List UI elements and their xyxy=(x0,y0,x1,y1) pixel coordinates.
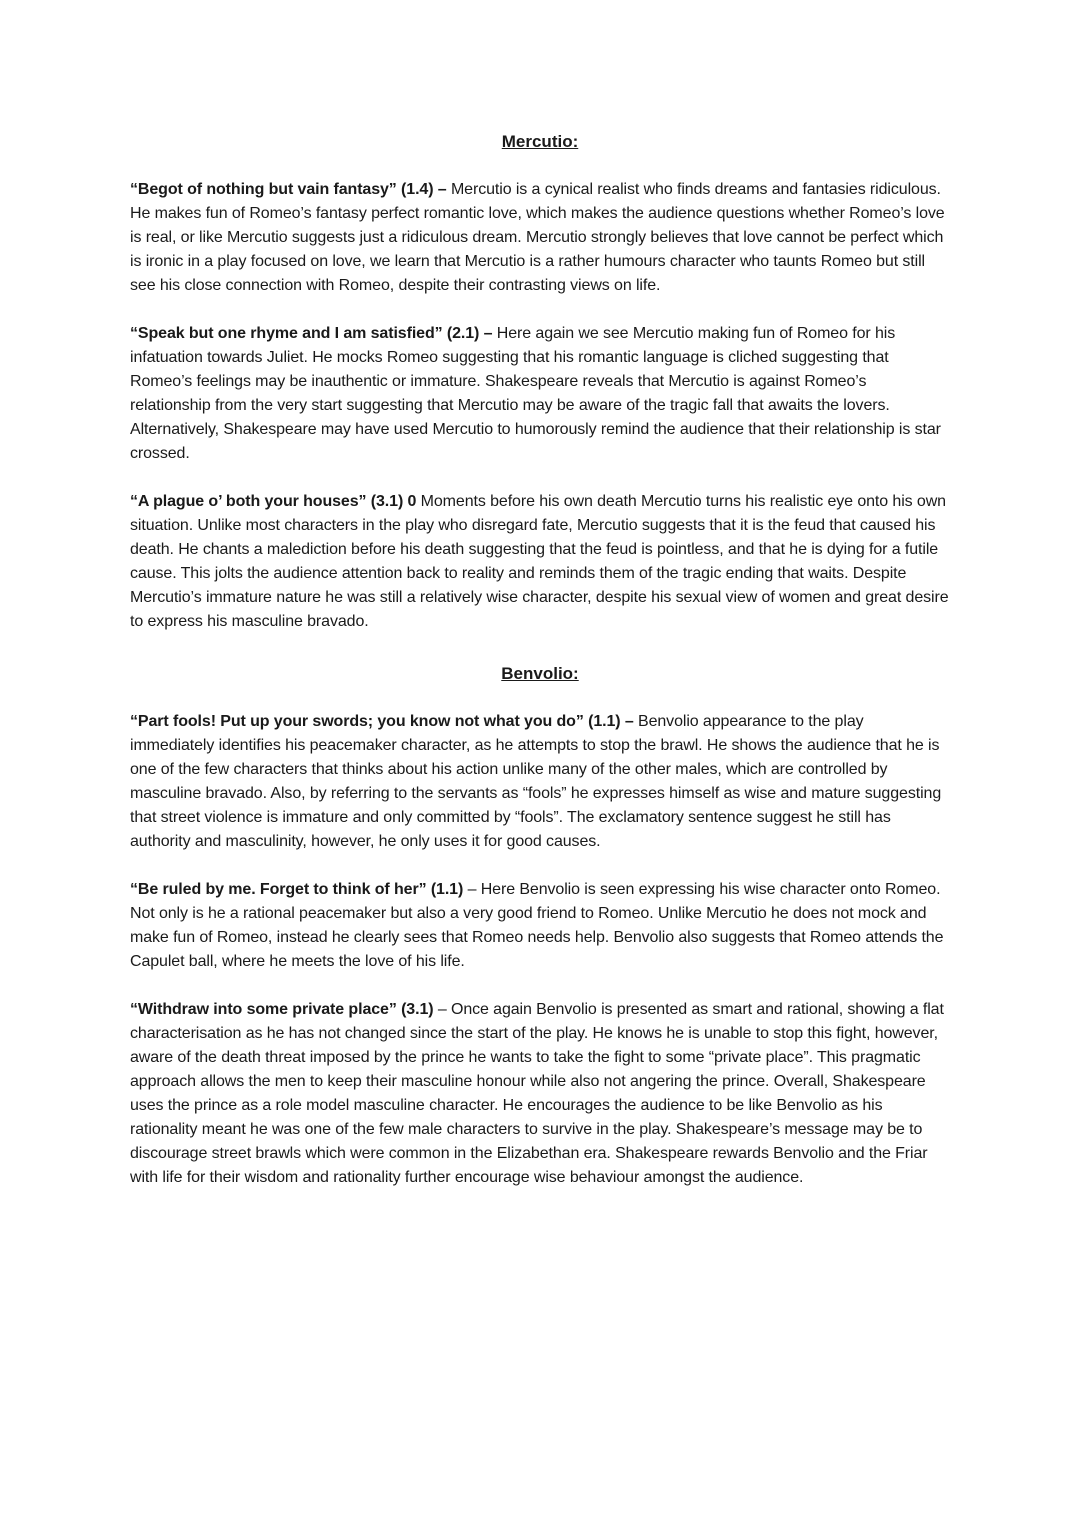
section-heading-benvolio: Benvolio: xyxy=(501,664,579,683)
quote-withdraw: “Withdraw into some private place” (3.1) xyxy=(130,1001,434,1018)
analysis-text: Mercutio is a cynical realist who finds dreams and fantasies ridiculous. He makes fun of Romeo’s fantasy perfect romantic love, which makes the audience questions whether Romeo’s love is real, or like Mercutio suggests just a ridiculous dream. Mercutio strongly believes that love cannot be perfect which is ironic in a play focused on love, we learn that Mercutio is a rather humours character who taunts Romeo but still see his close connection with Romeo, despite their contrasting views on life. xyxy=(130,181,945,294)
quote-begot-of-nothing: “Begot of nothing but vain fantasy” (1.4) – xyxy=(130,181,447,198)
analysis-text: Benvolio appearance to the play immediately identifies his peacemaker character, as he attempts to stop the brawl. He shows the audience that he is one of the few characters that thinks about his action unlike many of the other males, which are controlled by masculine bravado. Also, by referring to the servants as “fools” he expresses himself as wise and mature suggesting that street violence is immature and only committed by “fools”. The exclamatory sentence suggest he still has authority and masculinity, however, he only uses it for good causes. xyxy=(130,713,942,850)
paragraph-be-ruled-by-me xyxy=(130,878,950,974)
paragraph-withdraw xyxy=(130,998,950,1190)
section-heading-mercutio: Mercutio: xyxy=(501,132,579,151)
quote-a-plague: “A plague o’ both your houses” (3.1) 0 xyxy=(130,493,417,510)
quote-speak-but-one-rhyme: “Speak but one rhyme and I am satisfied” (2.1) – xyxy=(130,325,493,342)
paragraph-begot-of-nothing xyxy=(130,178,950,298)
analysis-text: – Here Benvolio is seen expressing his wise character onto Romeo. Not only is he a rational peacemaker but also a very good friend to Romeo. Unlike Mercutio he does not mock and make fun of Romeo, instead he clearly sees that Romeo needs help. Benvolio also suggests that Romeo attends the Capulet ball, where he meets the love of his life. xyxy=(130,881,944,970)
analysis-text: Moments before his own death Mercutio turns his realistic eye onto his own situation. Unlike most characters in the play who disregard fate, Mercutio suggests that it is the feud that caused his death. He chants a malediction before his death suggesting that the feud is pointless, and that he is dying for a futile cause. This jolts the audience attention back to reality and reminds them of the tragic ending that waits. Despite Mercutio’s immature nature he was still a relatively wise character, despite his sexual view of women and great desire to express his masculine bravado. xyxy=(130,493,949,630)
paragraph-part-fools xyxy=(130,710,950,854)
quote-be-ruled-by-me: “Be ruled by me. Forget to think of her” (1.1) xyxy=(130,881,464,898)
paragraph-a-plague xyxy=(130,490,950,634)
quote-part-fools: “Part fools! Put up your swords; you know not what you do” (1.1) – xyxy=(130,713,634,730)
analysis-text: – Once again Benvolio is presented as smart and rational, showing a flat characterisation as he has not changed since the start of the play. He knows he is unable to stop this fight, however, aware of the death threat imposed by the prince he wants to take the fight to some “private place”. This pragmatic approach allows the men to keep their masculine honour while also not angering the prince. Overall, Shakespeare uses the prince as a role model masculine character. He encourages the audience to be like Benvolio as his rationality meant he was one of the few male characters to survive in the play. Shakespeare’s message may be to discourage street brawls which were common in the Elizabethan era. Shakespeare rewards Benvolio and the Friar with life for their wisdom and rationality further encourage wise behaviour amongst the audience. xyxy=(130,1001,944,1186)
paragraph-speak-but-one-rhyme xyxy=(130,322,950,466)
analysis-text: Here again we see Mercutio making fun of Romeo for his infatuation towards Juliet. He mocks Romeo suggesting that his romantic language is cliched suggesting that Romeo’s feelings may be inauthentic or immature. Shakespeare reveals that Mercutio is against Romeo’s relationship from the very start suggesting that Mercutio may be aware of the tragic fall that awaits the lovers. Alternatively, Shakespeare may have used Mercutio to humorously remind the audience that their relationship is star crossed. xyxy=(130,325,941,462)
